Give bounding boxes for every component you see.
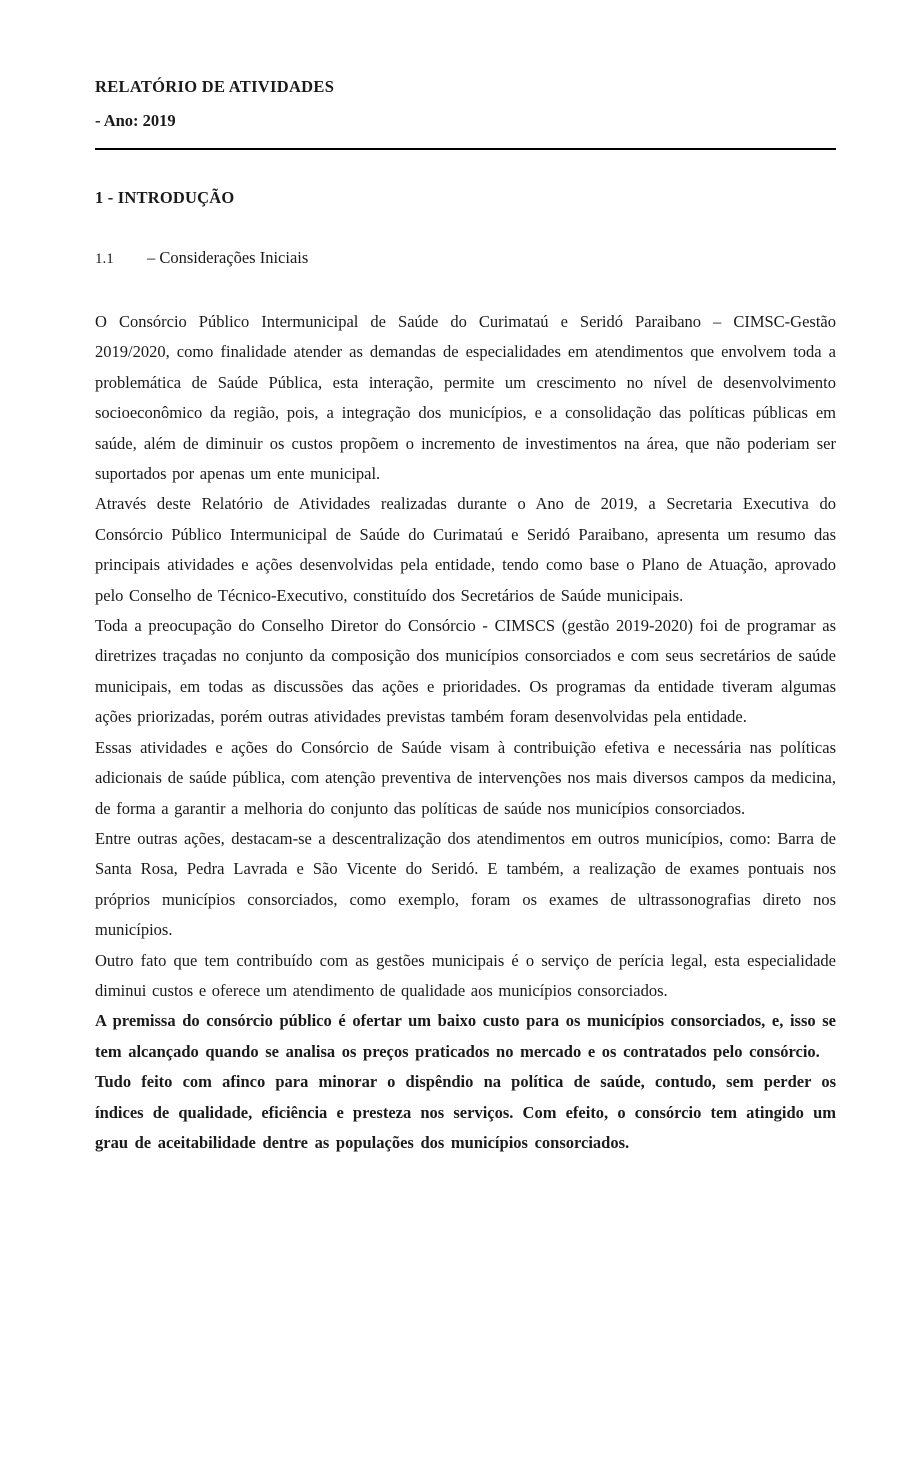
paragraph-6: Outro fato que tem contribuído com as gestões municipais é o serviço de perícia legal, esta especialidade diminui custos e oferece um atendimento de qualidade aos municípios consorciados. — [95, 950, 836, 1000]
paragraph-3: Toda a preocupação do Conselho Diretor do Consórcio - CIMSCS (gestão 2019-2020) foi de programar as diretrizes traçadas no conjunto da composição dos municípios consorciados e com seus secretários de saúde municipais, em todas as discussões das ações e prioridades. Os programas da entidade tiveram algumas ações priorizadas, porém outras atividades previstas também foram desenvolvidas pela entidade. — [95, 616, 836, 727]
paragraph-8-emphasis: Tudo feito com afinco para minorar o dispêndio na política de saúde, contudo, sem perder os índices de qualidade, eficiência e presteza nos serviços. Com efeito, o consórcio tem atingido um grau de aceitabilidade dentre as populações dos municípios consorciados. — [95, 1072, 836, 1152]
paragraph-1: O Consórcio Público Intermunicipal de Saúde do Curimataú e Seridó Paraibano – CIMSC-Gestão 2019/2020, como finalidade atender as demandas de especialidades em atendimentos que envolvem toda a problemática de Saúde Pública, esta interação, permite um crescimento no nível de desenvolvimento socioeconômico da região, pois, a integração dos municípios, e a consolidação das políticas públicas em saúde, além de diminuir os custos propõem o incremento de investimentos na área, que não poderiam ser suportados por apenas um ente municipal. — [95, 312, 836, 484]
header-divider — [95, 148, 836, 150]
document-subtitle: - Ano: 2019 — [95, 111, 176, 130]
section-heading-introducao: 1 - INTRODUÇÃO — [95, 188, 235, 207]
document-title: RELATÓRIO DE ATIVIDADES — [95, 77, 335, 96]
paragraph-7-emphasis: A premissa do consórcio público é ofertar um baixo custo para os municípios consorciados, e, isso se tem alcançado quando se analisa os preços praticados no mercado e os contratados pelo consórcio. — [95, 1011, 836, 1061]
document-header — [95, 70, 836, 150]
paragraph-5: Entre outras ações, destacam-se a descentralização dos atendimentos em outros municípios, como: Barra de Santa Rosa, Pedra Lavrada e São Vicente do Seridó. E também, a realização de exames pontuais nos próprios municípios consorciados, como exemplo, foram os exames de ultrassonografias direto nos municípios. — [95, 828, 836, 940]
document-body — [95, 307, 836, 1158]
subsection-heading — [95, 246, 836, 271]
subsection-title: – Considerações Iniciais — [147, 248, 309, 267]
paragraph-4: Essas atividades e ações do Consórcio de Saúde visam à contribuição efetiva e necessária nas políticas adicionais de saúde pública, com atenção preventiva de intervenções nos mais diversos campos da medicina, de forma a garantir a melhoria do conjunto das políticas de saúde nos municípios consorciados. — [95, 737, 836, 818]
subsection-number: 1.1 — [95, 251, 114, 267]
paragraph-2: Através deste Relatório de Atividades realizadas durante o Ano de 2019, a Secretaria Executiva do Consórcio Público Intermunicipal de Saúde do Curimataú e Seridó Paraibano, apresenta um resumo das principais atividades e ações desenvolvidas pela entidade, tendo como base o Plano de Atuação, aprovado pelo Conselho de Técnico-Executivo, constituído dos Secretários de Saúde municipais. — [95, 494, 836, 605]
